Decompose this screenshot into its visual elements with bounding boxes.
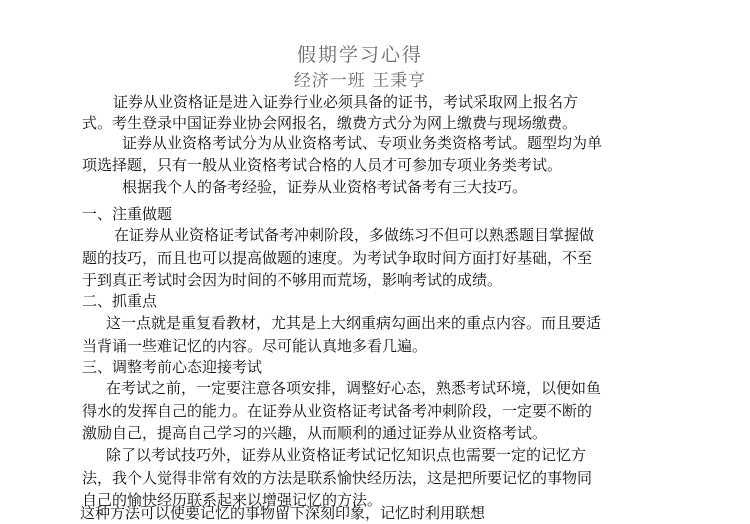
document-title: 假期学习心得 [296,44,423,66]
paragraph-line: 当背诵一些难记忆的内容。尽可能认真地多看几遍。 [82,337,428,355]
paragraph-line: 题的技巧，而且也可以提高做题的速度。为考试争取时间方面打好基础，不至 [82,249,593,267]
paragraph-line: 于到真正考试时会因为时间的不够用而荒场，影响考试的成绩。 [82,271,503,289]
paragraph-line: 这一点就是重复看教材，尤其是上大纲重病勾画出来的重点内容。而且要适 [106,314,602,332]
document-subtitle: 经济一班 王秉亨 [293,71,427,91]
section-heading: 一、注重做题 [82,205,173,223]
paragraph-line: 激励自己，提高自己学习的兴趣，从而顺利的通过证券从业资格考试。 [82,424,548,442]
paragraph-line: 得水的发挥自己的能力。在证券从业资格证考试备考冲刺阶段，一定要不断的 [82,402,593,420]
paragraph-line: 证券从业资格考试分为从业资格考试、专项业务类资格考试。题型均为单 [122,134,603,152]
cropped-line [80,504,640,523]
paragraph-line: 证券从业资格证是进入证券行业必须具备的证书，考试采取网上报名方 [113,93,579,111]
paragraph-line: 除了以考试技巧外，证券从业资格证考试记忆知识点也需要一定的记忆方 [106,446,587,464]
section-heading: 三、调整考前心态迎接考试 [82,358,263,376]
paragraph-line: 这种方法可以使要记忆的事物留下深刻印象，记忆时利用联想 [80,504,486,522]
paragraph-line: 项选择题，只有一般从业资格考试合格的人员才可参加专项业务类考试。 [82,156,563,174]
paragraph-line: 在证券从业资格证考试备考冲刺阶段，多做练习不但可以熟悉题目掌握做 [114,226,595,244]
section-heading: 二、抓重点 [82,292,158,310]
paragraph-line: 式。考生登录中国证券业协会网报名，缴费方式分为网上缴费与现场缴费。 [82,114,578,132]
paragraph-line: 根据我个人的备考经验，证券从业资格考试备考有三大技巧。 [122,178,528,196]
paragraph-line: 在考试之前，一定要注意各项安排，调整好心态，熟悉考试环境，以便如鱼 [106,379,602,397]
paragraph-line: 法，我个人觉得非常有效的方法是联系愉快经历法，这是把所要记忆的事物同 [82,469,593,487]
paragraph-line: 自己的愉快经历联系起来以增强记忆的方法。 [82,491,383,509]
